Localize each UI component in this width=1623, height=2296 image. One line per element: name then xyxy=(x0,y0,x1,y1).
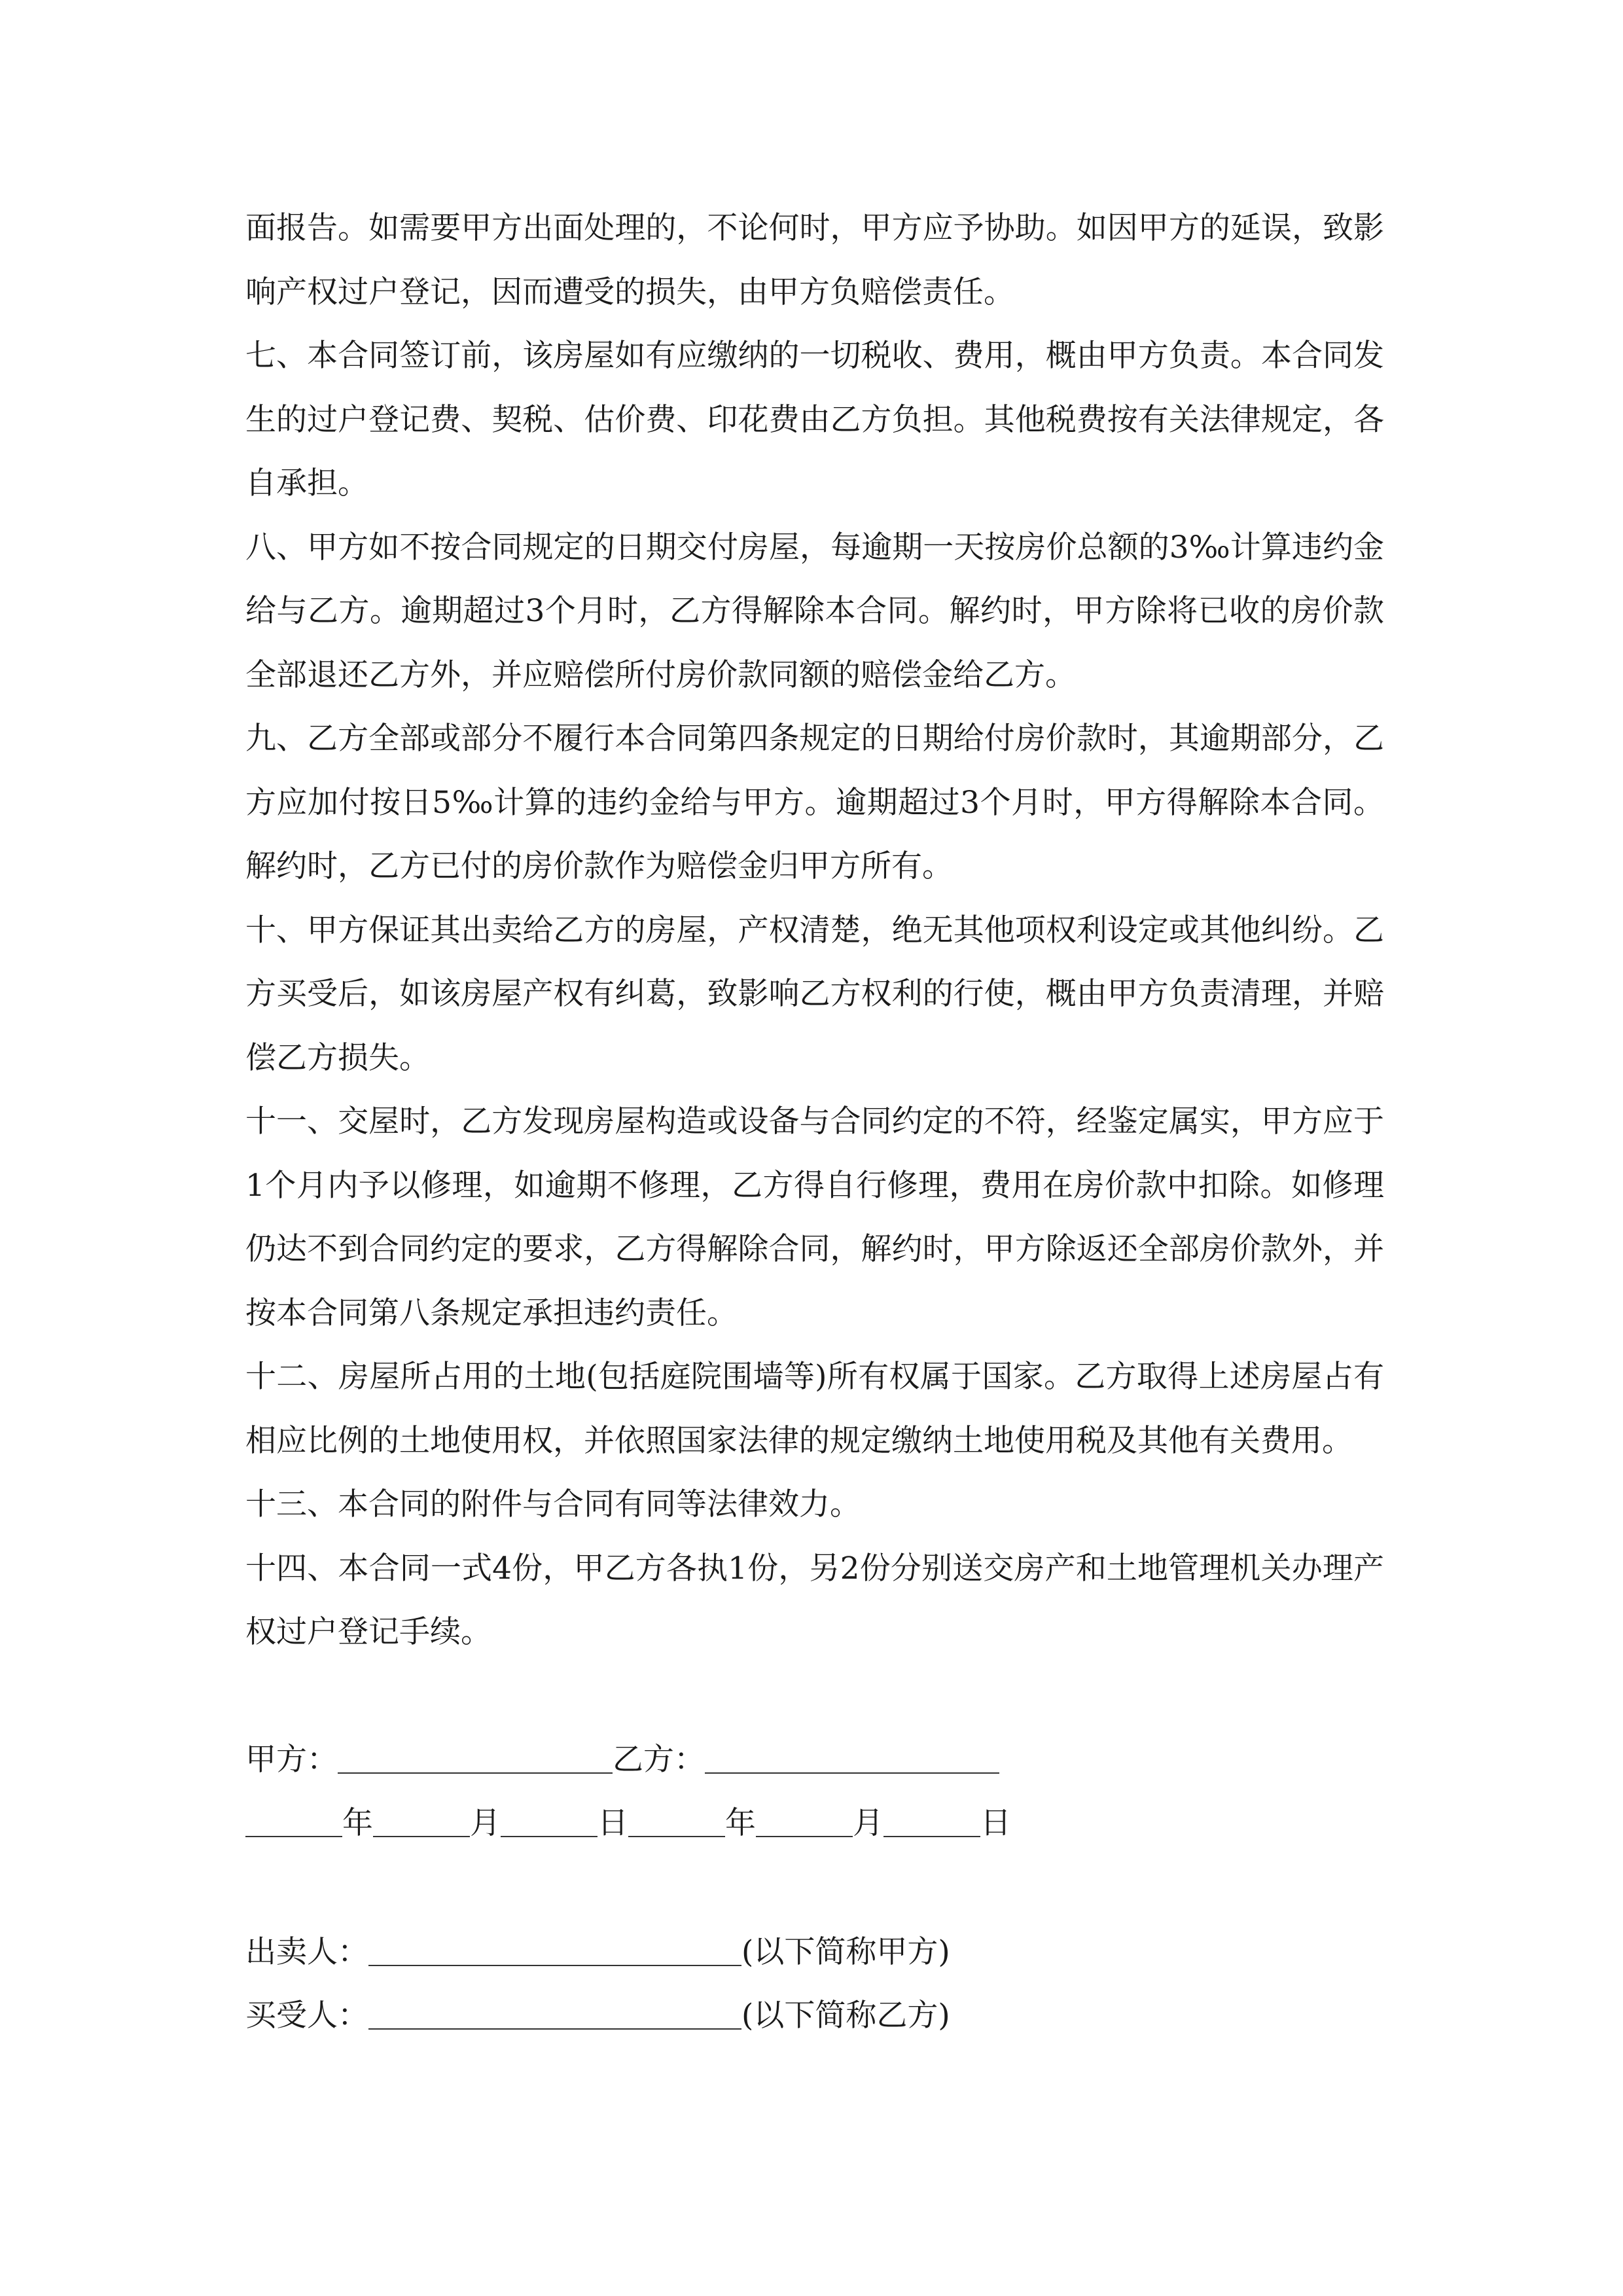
clause-12: 十二、房屋所占用的土地(包括庭院围墙等)所有权属于国家。乙方取得上述房屋占有相应比例的土地使用权，并依照国家法律的规定缴纳土地使用税及其他有关费用。 xyxy=(245,1359,1384,1459)
seller-blank[interactable] xyxy=(368,1964,741,1966)
buyer-label: 买受人： xyxy=(245,1998,368,2034)
clause-11: 十一、交屋时，乙方发现房屋构造或设备与合同约定的不符，经鉴定属实，甲方应于1个月内予以修理，如逾期不修理，乙方得自行修理，费用在房价款中扣除。如修理仍达不到合同约定的要求，乙方得解除合同，解约时，甲方除返还全部房价款外，并按本合同第八条规定承担违约责任。 xyxy=(245,1103,1384,1331)
year-label-a: 年 xyxy=(342,1805,373,1841)
clause-13: 十三、本合同的附件与合同有同等法律效力。 xyxy=(245,1486,861,1522)
day-blank-b[interactable] xyxy=(883,1835,980,1837)
buyer-line xyxy=(245,1984,1384,2048)
month-label-b: 月 xyxy=(853,1805,883,1841)
day-label-a: 日 xyxy=(597,1805,628,1841)
party-b-label: 乙方： xyxy=(613,1742,705,1778)
seller-note: (以下简称甲方) xyxy=(741,1934,950,1970)
clause-8: 八、甲方如不按合同规定的日期交付房屋，每逾期一天按房价总额的3‰计算违约金给与乙方。逾期超过3个月时，乙方得解除本合同。解约时，甲方除将已收的房价款全部退还乙方外，并应赔偿所付房价款同额的赔偿金给乙方。 xyxy=(245,529,1384,693)
month-label-a: 月 xyxy=(470,1805,501,1841)
party-b-blank[interactable] xyxy=(705,1772,999,1774)
party-a-blank[interactable] xyxy=(338,1772,613,1774)
clause-14: 十四、本合同一式4份，甲乙方各执1份，另2份分别送交房产和土地管理机关办理产权过户登记手续。 xyxy=(245,1550,1384,1650)
clause-continuation: 面报告。如需要甲方出面处理的，不论何时，甲方应予协助。如因甲方的延误，致影响产权过户登记，因而遭受的损失，由甲方负赔偿责任。 xyxy=(245,210,1384,310)
signature-line xyxy=(245,1728,1384,1792)
clause-10: 十、甲方保证其出卖给乙方的房屋，产权清楚，绝无其他项权利设定或其他纠纷。乙方买受后，如该房屋产权有纠葛，致影响乙方权利的行使，概由甲方负责清理，并赔偿乙方损失。 xyxy=(245,912,1384,1076)
buyer-note: (以下简称乙方) xyxy=(741,1998,950,2034)
clause-9: 九、乙方全部或部分不履行本合同第四条规定的日期给付房价款时，其逾期部分，乙方应加付按日5‰计算的违约金给与甲方。逾期超过3个月时，甲方得解除本合同。解约时，乙方已付的房价款作为赔偿金归甲方所有。 xyxy=(245,721,1384,884)
seller-label: 出卖人： xyxy=(245,1934,368,1970)
day-label-b: 日 xyxy=(980,1805,1011,1841)
month-blank-b[interactable] xyxy=(756,1835,853,1837)
year-label-b: 年 xyxy=(725,1805,756,1841)
day-blank-a[interactable] xyxy=(501,1835,597,1837)
month-blank-a[interactable] xyxy=(373,1835,470,1837)
buyer-blank[interactable] xyxy=(368,2028,741,2030)
seller-line xyxy=(245,1920,1384,1984)
date-line xyxy=(245,1791,1384,1856)
party-a-label: 甲方： xyxy=(245,1742,338,1778)
year-blank-a[interactable] xyxy=(245,1835,342,1837)
clause-7: 七、本合同签订前，该房屋如有应缴纳的一切税收、费用，概由甲方负责。本合同发生的过户登记费、契税、估价费、印花费由乙方负担。其他税费按有关法律规定，各自承担。 xyxy=(245,338,1384,501)
contract-body xyxy=(245,196,1384,1664)
year-blank-b[interactable] xyxy=(628,1835,725,1837)
